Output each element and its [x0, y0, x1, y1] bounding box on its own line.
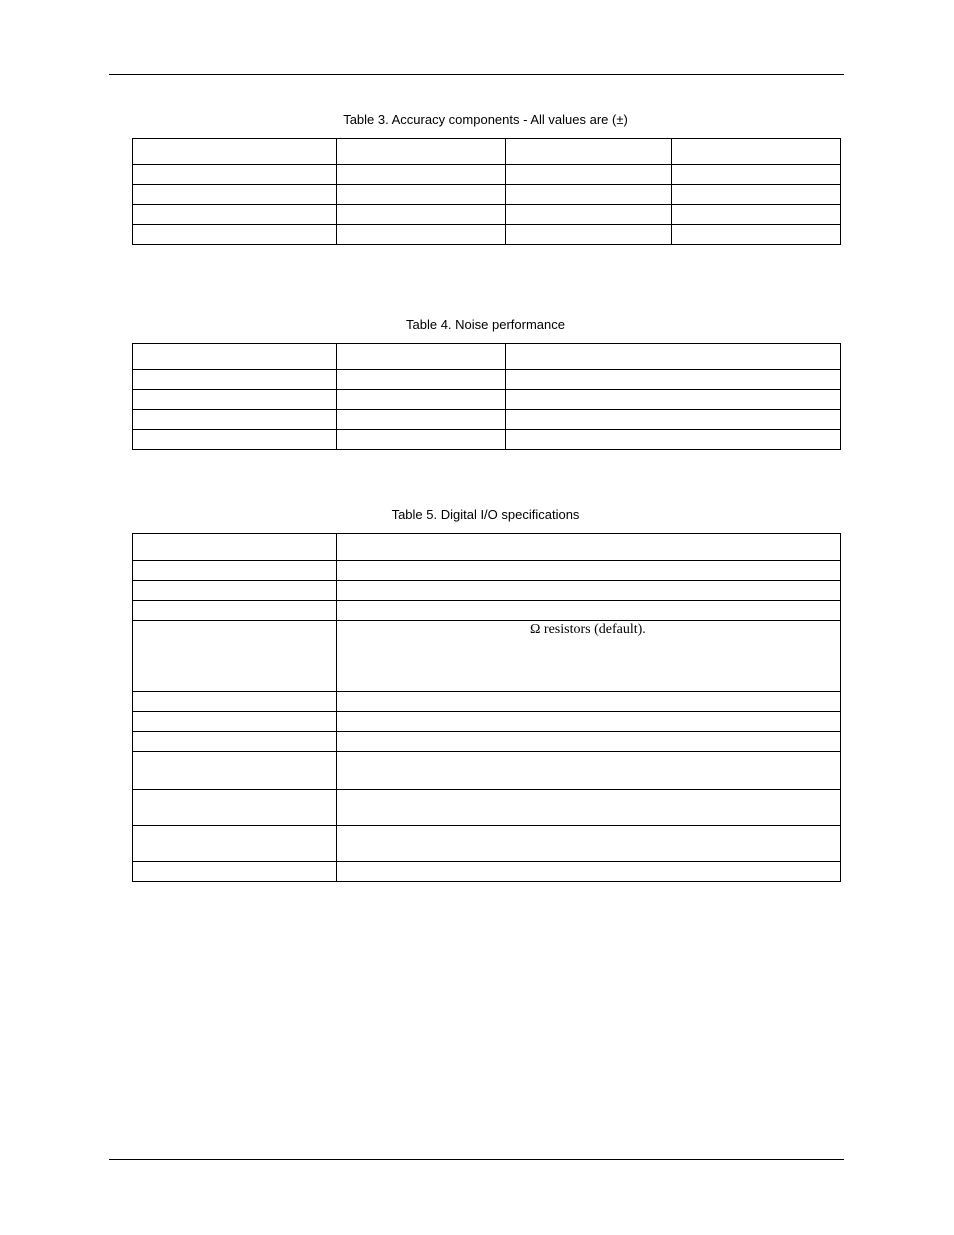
table-row — [133, 581, 841, 601]
table-cell — [506, 430, 841, 450]
table-cell — [133, 430, 337, 450]
table-row — [133, 621, 841, 692]
table-cell — [133, 752, 337, 790]
table-cell — [133, 410, 337, 430]
table-cell — [337, 344, 506, 370]
table-row — [133, 790, 841, 826]
table-cell — [337, 581, 841, 601]
table-cell — [133, 601, 337, 621]
table-cell — [337, 225, 506, 245]
table-cell — [337, 139, 506, 165]
table-cell — [506, 390, 841, 410]
table-cell — [337, 561, 841, 581]
table-cell — [337, 534, 841, 561]
table-cell — [133, 534, 337, 561]
table-cell — [133, 692, 337, 712]
table-row — [133, 561, 841, 581]
table-cell — [133, 225, 337, 245]
table-row — [133, 862, 841, 882]
table-row — [133, 826, 841, 862]
noise-performance-table — [132, 343, 841, 450]
table-cell — [506, 139, 672, 165]
table-cell — [506, 165, 672, 185]
table-cell — [133, 862, 337, 882]
table-row — [133, 390, 841, 410]
table-cell — [337, 165, 506, 185]
header-rule — [109, 74, 844, 75]
table-row — [133, 692, 841, 712]
table-cell — [337, 790, 841, 826]
table-row — [133, 601, 841, 621]
table-cell — [133, 621, 337, 692]
table-cell — [133, 165, 337, 185]
table-cell — [337, 410, 506, 430]
table-cell — [133, 790, 337, 826]
table-cell — [133, 139, 337, 165]
footer-rule — [109, 1159, 844, 1160]
table-cell — [337, 712, 841, 732]
table-header-row — [133, 139, 841, 165]
table-cell — [133, 344, 337, 370]
table-row — [133, 430, 841, 450]
table-cell — [337, 692, 841, 712]
table-cell — [506, 185, 672, 205]
table-row — [133, 165, 841, 185]
table-cell — [337, 430, 506, 450]
table-cell — [133, 561, 337, 581]
table-cell — [133, 390, 337, 410]
table-cell — [337, 826, 841, 862]
table-cell — [672, 225, 841, 245]
table-cell — [133, 732, 337, 752]
table-cell — [337, 205, 506, 225]
table-cell — [133, 185, 337, 205]
table-cell — [337, 732, 841, 752]
table-cell — [506, 344, 841, 370]
table-cell — [506, 410, 841, 430]
table-row — [133, 410, 841, 430]
table-cell — [337, 601, 841, 621]
table-row — [133, 370, 841, 390]
table-cell — [133, 712, 337, 732]
table-cell — [337, 752, 841, 790]
table-row — [133, 732, 841, 752]
table-cell — [337, 390, 506, 410]
table-cell — [672, 165, 841, 185]
table-cell — [506, 370, 841, 390]
table-cell — [133, 370, 337, 390]
table-cell — [672, 139, 841, 165]
table-row — [133, 205, 841, 225]
table5-caption: Table 5. Digital I/O specifications — [391, 507, 580, 522]
table-cell — [337, 185, 506, 205]
table-header-row — [133, 534, 841, 561]
digital-io-specifications-table — [132, 533, 841, 882]
table4-caption: Table 4. Noise performance — [406, 317, 565, 332]
table-cell — [337, 621, 841, 692]
table-row — [133, 185, 841, 205]
table3-caption: Table 3. Accuracy components - All values are (±) — [343, 112, 628, 127]
table-cell — [672, 185, 841, 205]
table-cell — [672, 205, 841, 225]
table-cell — [506, 225, 672, 245]
accuracy-components-table — [132, 138, 841, 245]
table-cell — [133, 826, 337, 862]
table-cell — [506, 205, 672, 225]
table-row — [133, 752, 841, 790]
pullup-resistors-note: Ω resistors (default). — [530, 622, 646, 637]
table-cell — [133, 581, 337, 601]
table-cell — [133, 205, 337, 225]
table-header-row — [133, 344, 841, 370]
table-cell — [337, 370, 506, 390]
table-row — [133, 712, 841, 732]
table-row — [133, 225, 841, 245]
table-cell — [337, 862, 841, 882]
